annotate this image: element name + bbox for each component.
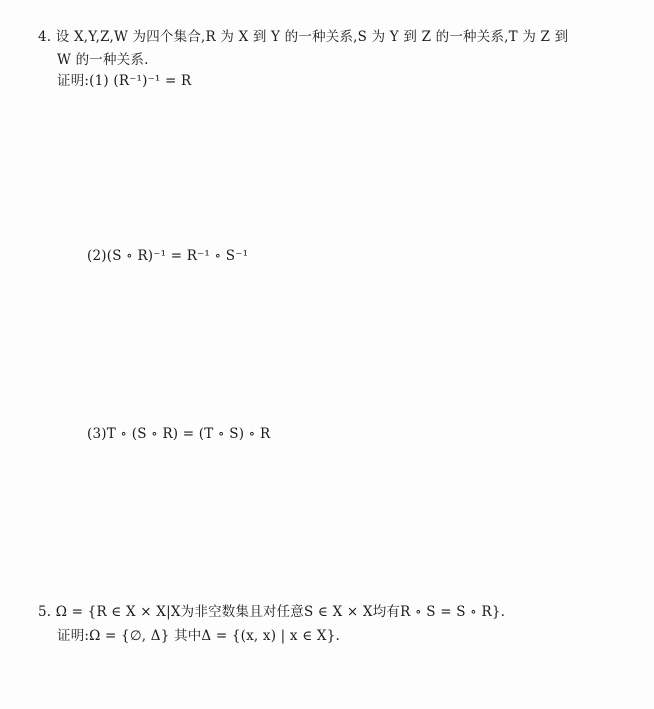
problem-4-proof-part-2: (2)(S ∘ R)⁻¹ = R⁻¹ ∘ S⁻¹ bbox=[87, 248, 249, 264]
problem-4-proof-part-3: (3)T ∘ (S ∘ R) = (T ∘ S) ∘ R bbox=[87, 426, 271, 442]
problem-5-proof: 证明:Ω = {∅, Δ} 其中Δ = {(x, x) | x ∈ X}. bbox=[57, 628, 340, 644]
problem-4-statement-line-2: W 的一种关系. bbox=[57, 52, 149, 68]
problem-4-proof-part-1: 证明:(1) (R⁻¹)⁻¹ = R bbox=[57, 73, 192, 89]
problem-5-statement: 5. Ω = {R ∈ X × X|X为非空数集且对任意S ∈ X × X均有R ∘ S = S ∘ R}. bbox=[38, 604, 506, 620]
problem-4-statement-line-1: 4. 设 X,Y,Z,W 为四个集合,R 为 X 到 Y 的一种关系,S 为 Y 到 Z 的一种关系,T 为 Z 到 bbox=[38, 29, 569, 45]
